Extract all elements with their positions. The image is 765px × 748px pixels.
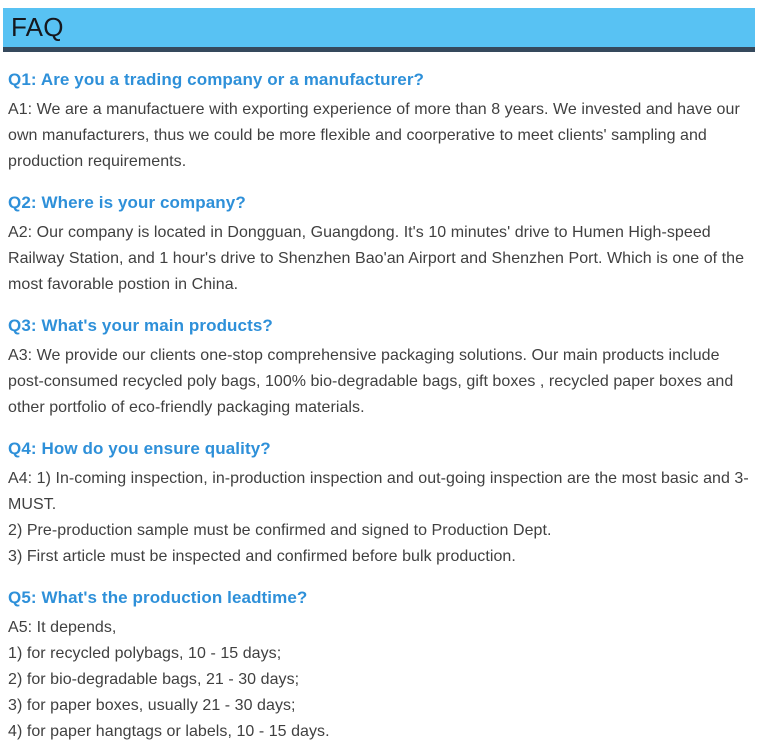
faq-question: Q1: Are you a trading company or a manufacturer?	[8, 70, 425, 89]
faq-section	[8, 316, 757, 421]
faq-answer-line: A5: It depends,	[8, 619, 117, 636]
faq-answer-line: 2) Pre-production sample must be confirmed and signed to Production Dept.	[8, 522, 552, 539]
faq-answer-line: 3) First article must be inspected and confirmed before bulk production.	[8, 548, 516, 565]
faq-header-title: FAQ	[11, 12, 64, 42]
faq-section	[8, 193, 757, 298]
faq-section	[8, 588, 757, 745]
faq-answer-line: 1) for recycled polybags, 10 - 15 days;	[8, 645, 282, 662]
faq-content	[0, 70, 765, 745]
faq-question: Q2: Where is your company?	[8, 193, 246, 212]
faq-answer-line: A2: Our company is located in Dongguan, Guangdong. It's 10 minutes' drive to Humen High-speed Railway Station, and 1 hour's drive to Shenzhen Bao'an Airport and Shenzhen Port. Which is one of the most favorable postion in China.	[8, 224, 745, 293]
faq-answer-line: A3: We provide our clients one-stop comprehensive packaging solutions. Our main products include post-consumed recycled poly bags, 100% bio-degradable bags, gift boxes , recycled paper boxes and other portfolio of eco-friendly packaging materials.	[8, 347, 734, 416]
faq-answer-line: 3) for paper boxes, usually 21 - 30 days;	[8, 697, 296, 714]
faq-section	[8, 70, 757, 175]
faq-question: Q5: What's the production leadtime?	[8, 588, 308, 607]
faq-question: Q3: What's your main products?	[8, 316, 273, 335]
faq-answer-line: 4) for paper hangtags or labels, 10 - 15 days.	[8, 723, 330, 740]
faq-question: Q4: How do you ensure quality?	[8, 439, 271, 458]
faq-answer-line: A1: We are a manufactuere with exporting experience of more than 8 years. We invested and have our own manufacturers, thus we could be more flexible and coorperative to meet clients' sampling and production requirements.	[8, 101, 740, 170]
faq-page	[0, 8, 765, 748]
faq-header-bar	[3, 8, 755, 52]
faq-answer-line: A4: 1) In-coming inspection, in-production inspection and out-going inspection are the most basic and 3-MUST.	[8, 470, 749, 513]
faq-answer-line: 2) for bio-degradable bags, 21 - 30 days;	[8, 671, 300, 688]
faq-section	[8, 439, 757, 570]
